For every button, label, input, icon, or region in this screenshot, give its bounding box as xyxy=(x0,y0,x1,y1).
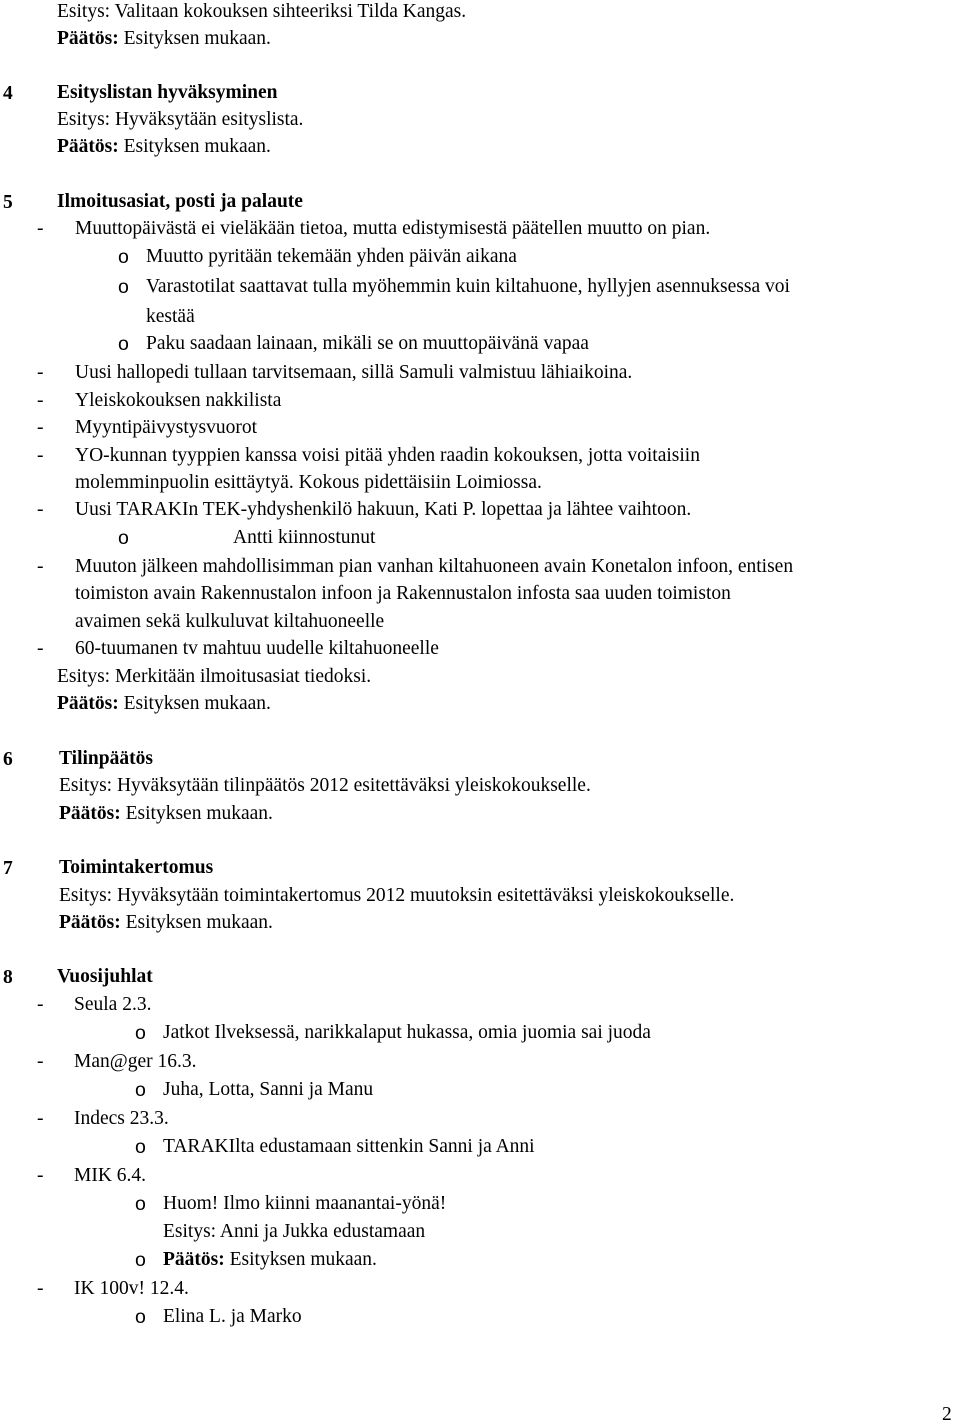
list-item: Seula 2.3. xyxy=(74,994,152,1015)
list-item: Muuttopäivästä ei vieläkään tietoa, mutta edistymisestä päätellen muutto on pian. xyxy=(75,218,711,239)
bullet-icon: o xyxy=(118,246,129,268)
section-6-number: 6 xyxy=(3,749,13,770)
bullet-icon: o xyxy=(135,1136,146,1158)
bullet-icon: o xyxy=(135,1306,146,1328)
decision-label: Päätös: xyxy=(163,1249,225,1270)
sub-list-item: Elina L. ja Marko xyxy=(163,1306,302,1327)
list-item: Muuton jälkeen mahdollisimman pian vanhan kiltahuoneen avain Konetalon infoon, entisen xyxy=(75,556,794,577)
section-4-number: 4 xyxy=(3,83,13,104)
list-item: Myyntipäivystysvuorot xyxy=(75,417,258,438)
list-item: Yleiskokouksen nakkilista xyxy=(75,390,282,411)
list-item: YO-kunnan tyyppien kanssa voisi pitää yhden raadin kokouksen, jotta voitaisiin xyxy=(75,445,700,466)
section-5-title: Ilmoitusasiat, posti ja palaute xyxy=(57,191,303,212)
bullet-icon: o xyxy=(135,1193,146,1215)
sub-list-item-cont: Esitys: Anni ja Jukka edustamaan xyxy=(163,1221,426,1242)
list-item: IK 100v! 12.4. xyxy=(74,1278,189,1299)
page-number: 2 xyxy=(942,1404,952,1425)
bullet-icon: o xyxy=(135,1079,146,1101)
sub-list-item: TARAKIlta edustamaan sittenkin Sanni ja Anni xyxy=(163,1136,535,1157)
section-7-decision xyxy=(59,911,273,935)
dash-icon: - xyxy=(37,556,44,577)
section-4-proposal: Esitys: Hyväksytään esityslista. xyxy=(57,109,304,130)
section-6-proposal: Esitys: Hyväksytään tilinpäätös 2012 esitettäväksi yleiskokoukselle. xyxy=(59,775,591,796)
decision-text: Esityksen mukaan. xyxy=(120,803,273,824)
bullet-icon: o xyxy=(135,1022,146,1044)
sub-list-item: Antti kiinnostunut xyxy=(233,527,376,548)
sub-list-item xyxy=(163,1248,377,1272)
section-6-decision xyxy=(59,802,273,826)
decision-text: Esityksen mukaan. xyxy=(118,136,271,157)
decision-text: Esityksen mukaan. xyxy=(118,28,271,49)
intro-proposal: Esitys: Valitaan kokouksen sihteeriksi Tilda Kangas. xyxy=(57,1,467,22)
bullet-icon: o xyxy=(118,333,129,355)
list-item: 60-tuumanen tv mahtuu uudelle kiltahuoneelle xyxy=(75,638,439,659)
list-item: Man@ger 16.3. xyxy=(74,1051,197,1072)
dash-icon: - xyxy=(37,499,44,520)
list-item: Indecs 23.3. xyxy=(74,1108,169,1129)
decision-label: Päätös: xyxy=(57,28,119,49)
dash-icon: - xyxy=(37,638,44,659)
intro-decision xyxy=(57,27,271,51)
bullet-icon: o xyxy=(135,1249,146,1271)
sub-list-item: Juha, Lotta, Sanni ja Manu xyxy=(163,1079,374,1100)
bullet-icon: o xyxy=(118,527,129,549)
section-5-number: 5 xyxy=(3,192,13,213)
bullet-icon: o xyxy=(118,276,129,298)
sub-list-item: Paku saadaan lainaan, mikäli se on muuttopäivänä vapaa xyxy=(146,333,589,354)
section-4-decision xyxy=(57,135,271,159)
section-4-title: Esityslistan hyväksyminen xyxy=(57,82,278,103)
decision-text: Esityksen mukaan. xyxy=(120,912,273,933)
decision-label: Päätös: xyxy=(57,693,119,714)
decision-label: Päätös: xyxy=(59,912,121,933)
section-8-number: 8 xyxy=(3,967,13,988)
list-item-cont: toimiston avain Rakennustalon infoon ja Rakennustalon infosta saa uuden toimiston xyxy=(75,583,731,604)
list-item: Uusi hallopedi tullaan tarvitsemaan, sillä Samuli valmistuu lähiaikoina. xyxy=(75,362,633,383)
dash-icon: - xyxy=(37,218,44,239)
dash-icon: - xyxy=(37,390,44,411)
decision-text: Esityksen mukaan. xyxy=(118,693,271,714)
sub-list-item: Jatkot Ilveksessä, narikkalaput hukassa, omia juomia sai juoda xyxy=(163,1022,651,1043)
sub-list-item: Huom! Ilmo kiinni maanantai-yönä! xyxy=(163,1193,447,1214)
list-item: Uusi TARAKIn TEK-yhdyshenkilö hakuun, Kati P. lopettaa ja lähtee vaihtoon. xyxy=(75,499,692,520)
list-item: MIK 6.4. xyxy=(74,1165,147,1186)
decision-label: Päätös: xyxy=(57,136,119,157)
sub-list-item-cont: kestää xyxy=(146,306,195,327)
sub-list-item: Varastotilat saattavat tulla myöhemmin kuin kiltahuone, hyllyjen asennuksessa voi xyxy=(146,276,790,297)
dash-icon: - xyxy=(37,362,44,383)
section-8-title: Vuosijuhlat xyxy=(57,966,153,987)
dash-icon: - xyxy=(37,417,44,438)
dash-icon: - xyxy=(37,994,44,1015)
dash-icon: - xyxy=(37,1278,44,1299)
sub-list-item: Muutto pyritään tekemään yhden päivän aikana xyxy=(146,246,517,267)
dash-icon: - xyxy=(37,445,44,466)
dash-icon: - xyxy=(37,1108,44,1129)
section-5-decision xyxy=(57,692,271,716)
section-6-title: Tilinpäätös xyxy=(59,748,153,769)
decision-text: Esityksen mukaan. xyxy=(224,1249,377,1270)
section-7-title: Toimintakertomus xyxy=(59,857,214,878)
dash-icon: - xyxy=(37,1051,44,1072)
list-item-cont: avaimen sekä kulkuluvat kiltahuoneelle xyxy=(75,611,385,632)
dash-icon: - xyxy=(37,1165,44,1186)
list-item-cont: molemminpuolin esittäytyä. Kokous pidettäisiin Loimiossa. xyxy=(75,472,542,493)
section-7-proposal: Esitys: Hyväksytään toimintakertomus 2012 muutoksin esitettäväksi yleiskokoukselle. xyxy=(59,885,735,906)
decision-label: Päätös: xyxy=(59,803,121,824)
section-5-proposal: Esitys: Merkitään ilmoitusasiat tiedoksi. xyxy=(57,666,372,687)
section-7-number: 7 xyxy=(3,858,13,879)
